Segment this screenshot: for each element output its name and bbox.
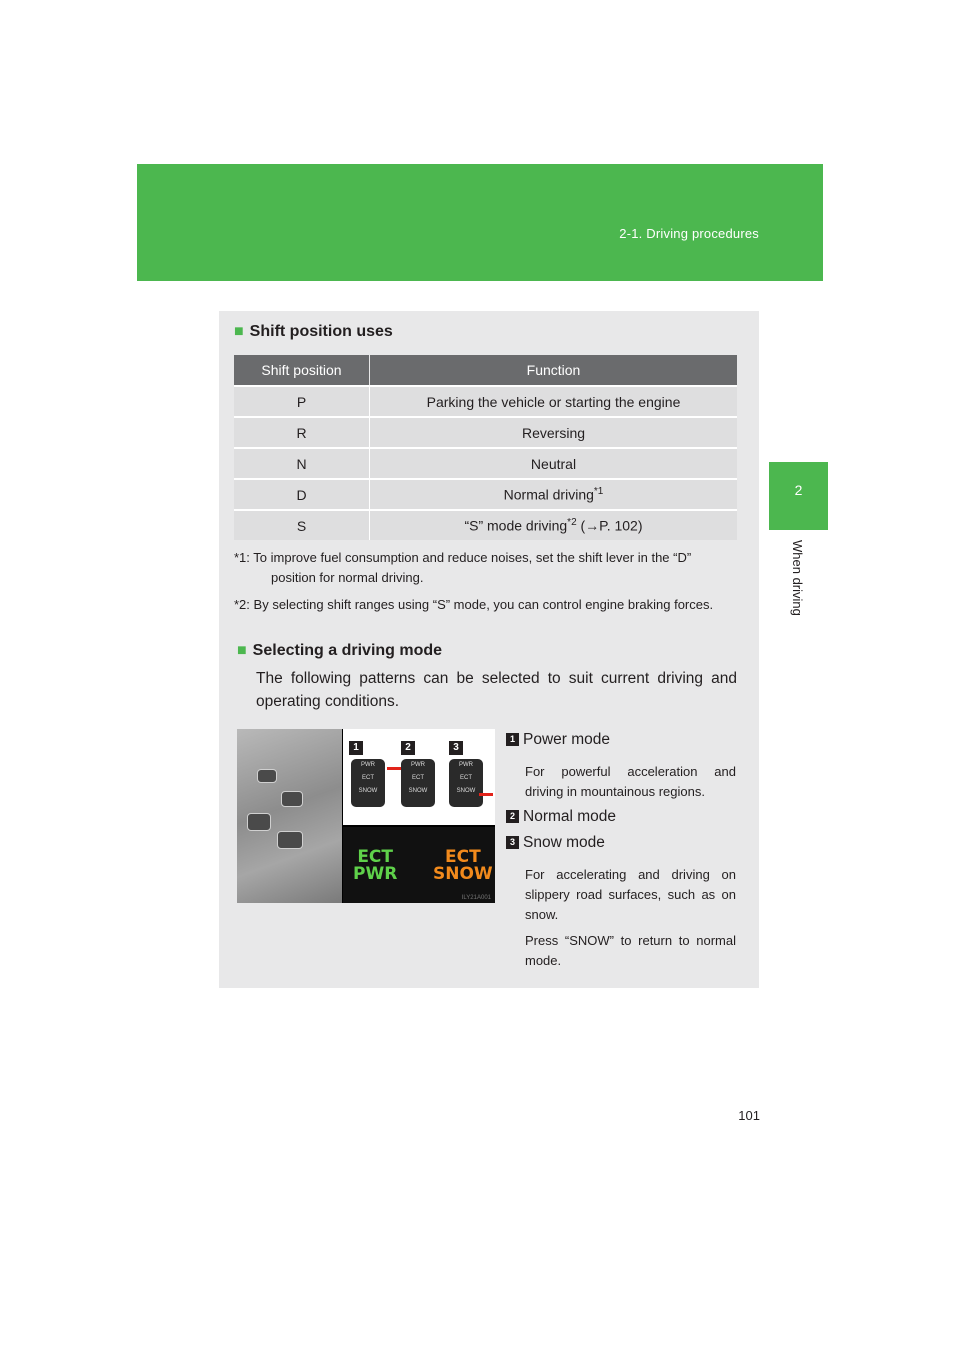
- chapter-tab: [769, 462, 828, 530]
- console-switch: [257, 769, 277, 783]
- callout-1: 1: [349, 741, 363, 755]
- shift-position-cell: S: [234, 510, 370, 540]
- shift-position-cell: P: [234, 386, 370, 417]
- chapter-label: When driving: [790, 540, 805, 616]
- footnote-ref: *1: [593, 486, 604, 498]
- footnote: *1: To improve fuel consumption and reduce noises, set the shift lever in the “D” position for normal driving.: [234, 550, 692, 585]
- callout-3: 3: [449, 741, 463, 755]
- driving-mode-figure: [237, 729, 495, 903]
- mode-normal: 2 Normal mode: [506, 808, 616, 826]
- table-row: [234, 417, 737, 448]
- console-switch: [247, 813, 271, 831]
- table-header-row: [234, 355, 737, 386]
- number-marker-icon: 3: [506, 836, 519, 849]
- function-cell: Normal driving$^{*1}$: [370, 479, 738, 510]
- callout-2: 2: [401, 741, 415, 755]
- shift-position-cell: R: [234, 417, 370, 448]
- ect-pwr-indicator: ECT PWR: [353, 847, 398, 884]
- number-marker-icon: 1: [506, 733, 519, 746]
- center-console-photo: [237, 729, 342, 903]
- mode-description: Press “SNOW” to return to normal mode.: [525, 933, 736, 968]
- square-bullet-icon: ■: [234, 323, 244, 340]
- shift-position-table: [234, 355, 737, 540]
- driving-mode-heading: ■ Selecting a driving mode: [237, 642, 443, 659]
- red-arrow-icon: [387, 767, 401, 770]
- function-cell: Reversing: [370, 417, 738, 448]
- shift-position-cell: N: [234, 448, 370, 479]
- console-switch: [281, 791, 303, 807]
- footnote-ref: *2: [567, 517, 577, 529]
- number-marker-icon: 2: [506, 810, 519, 823]
- function-cell: Neutral: [370, 448, 738, 479]
- table-row: [234, 510, 737, 540]
- figure-code: ILY21A001: [461, 895, 491, 901]
- table-row: [234, 386, 737, 417]
- column-header: Shift position: [234, 355, 370, 386]
- chapter-number: 2: [794, 482, 803, 498]
- square-bullet-icon: ■: [237, 642, 247, 659]
- console-switch: [277, 831, 303, 849]
- mode-description: For powerful acceleration and driving in mountainous regions.: [525, 764, 736, 799]
- table-row: [234, 448, 737, 479]
- mode-switch-illustration: [343, 729, 495, 825]
- mode-power: 1 Power mode: [506, 731, 610, 749]
- shift-position-cell: D: [234, 479, 370, 510]
- function-cell: Parking the vehicle or starting the engine: [370, 386, 738, 417]
- indicator-display-illustration: [343, 827, 495, 903]
- page-reference: (→P. 102): [576, 517, 643, 534]
- mode-switch-power: PWR ECT SNOW: [351, 759, 385, 807]
- function-cell: “S” mode driving$^{*2}$ (→P. 102): [370, 510, 738, 540]
- chapter-header-band: [137, 164, 823, 281]
- content-panel: [219, 311, 759, 988]
- mode-description: For accelerating and driving on slippery road surfaces, such as on snow.: [525, 867, 736, 922]
- mode-snow: 3 Snow mode: [506, 834, 605, 852]
- table-row: [234, 479, 737, 510]
- page-number: 101: [738, 1108, 760, 1123]
- red-arrow-icon: [479, 793, 493, 796]
- driving-mode-intro: The following patterns can be selected to suit current driving and operating conditions.: [256, 670, 737, 710]
- column-header: Function: [370, 355, 738, 386]
- section-title: 2-1. Driving procedures: [619, 226, 759, 241]
- footnote: *2: By selecting shift ranges using “S” mode, you can control engine braking forces.: [234, 597, 714, 612]
- shift-heading: ■ Shift position uses: [234, 323, 393, 340]
- mode-switch-normal: PWR ECT SNOW: [401, 759, 435, 807]
- ect-snow-indicator: ECT SNOW: [433, 847, 493, 884]
- mode-switch-snow: PWR ECT SNOW: [449, 759, 483, 807]
